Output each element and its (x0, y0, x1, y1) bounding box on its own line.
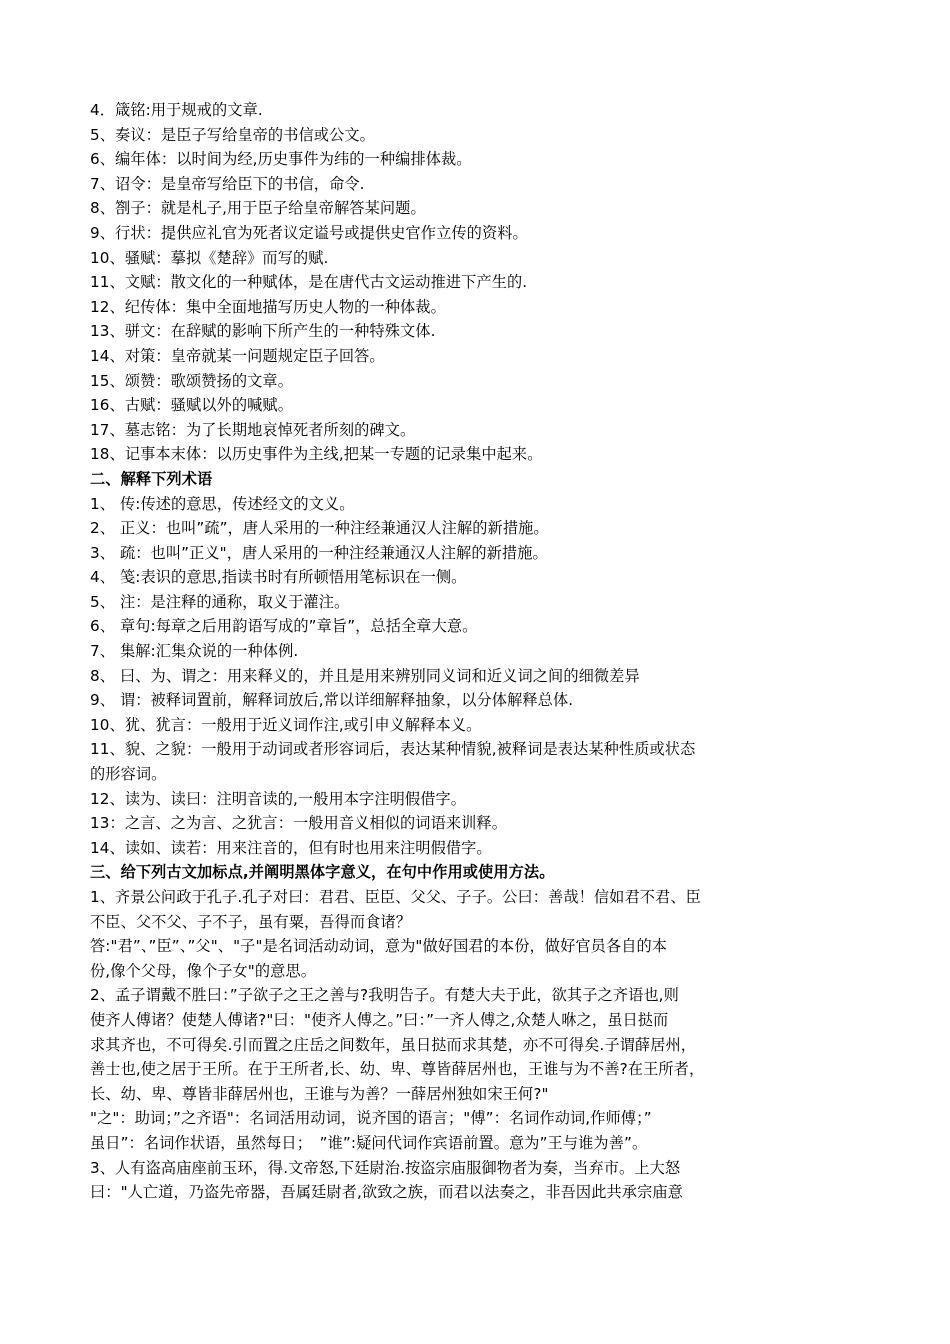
text-line: 4．箴铭:用于规戒的文章. (90, 101, 263, 119)
text-line: 4、 笺:表识的意思,指读书时有所顿悟用笔标识在一侧。 (90, 568, 467, 587)
text-line: 5、 注：是注释的通称，取义于灌注。 (90, 592, 350, 611)
text-line: 3、人有盗高庙座前玉环，得.文帝怒,下廷尉治.按盗宗庙服御物者为奏，当弃市。上大怒 (90, 1158, 681, 1177)
text-line: 10、犹、犹言：一般用于近义词作注,或引申义解释本义。 (90, 715, 482, 734)
text-line: 曰："人亡道，乃盗先帝器，吾属廷尉者,欲致之族，而君以法奏之，非吾因此共承宗庙意 (90, 1183, 683, 1202)
text-line: 6、 章句:每章之后用韵语写成的”章旨”，总括全章大意。 (90, 617, 478, 636)
text-line: 12、读为、读曰：注明音读的,一般用本字注明假借字。 (90, 789, 467, 808)
text-line: 虽日”：名词作状语，虽然每日； ”谁”:疑问代词作宾语前置。意为”王与谁为善”。 (90, 1133, 648, 1152)
text-line: 答:"君”、”臣”、”父"、"子"是名词活动动词，意为"做好国君的本份，做好官员各自的本 (90, 937, 668, 956)
text-line: 份,像个父母，像个子女"的意思。 (90, 961, 317, 980)
text-line: 7、 集解:汇集众说的一种体例. (90, 642, 299, 661)
text-line: 15、颂赞：歌颂赞扬的文章。 (90, 371, 293, 390)
text-line: 8、劄子：就是札子,用于臣子给皇帝解答某问题。 (90, 199, 426, 218)
text-line: 使齐人傅诸？使楚人傅诸?"曰："使齐人傅之。”曰：”一齐人傅之,众楚人咻之，虽日挞而 (90, 1010, 669, 1029)
text-line: 1、 传:传述的意思，传述经文的文义。 (90, 494, 355, 513)
text-line: 11、文赋：散文化的一种赋体，是在唐代古文运动推进下产生的. (90, 273, 528, 292)
text-line: "之"：助词；”之齐语"：名词活用动词，说齐国的语言；"傅”：名词作动词,作师傅；” (90, 1109, 652, 1128)
section-heading: 三、给下列古文加标点,并阐明黑体字意义，在句中作用或使用方法。 (90, 863, 555, 882)
text-line: 的形容词。 (90, 765, 167, 784)
text-line: 17、墓志铭：为了长期地哀悼死者所刻的碑文。 (90, 420, 416, 439)
text-line: 14、对策：皇帝就某一问题规定臣子回答。 (90, 346, 385, 365)
text-line: 16、古赋：骚赋以外的喊赋。 (90, 396, 293, 415)
text-line: 2、 正义：也叫”疏”，唐人采用的一种注经兼通汉人注解的新措施。 (90, 519, 549, 538)
text-line: 13：之言、之为言、之犹言：一般用音义相似的词语来训释。 (90, 814, 508, 833)
text-line: 求其齐也，不可得矣.引而置之庄岳之间数年，虽日挞而求其楚，亦不可得矣.子谓薛居州， (90, 1035, 697, 1054)
text-line: 12、纪传体：集中全面地描写历史人物的一种体裁。 (90, 297, 446, 316)
text-line: 11、貌、之貌：一般用于动词或者形容词后，表达某种情貌,被释词是表达某种性质或状态 (90, 740, 696, 759)
text-line: 3、 疏：也叫”正义"，唐人采用的一种注经兼通汉人注解的新措施。 (90, 543, 548, 562)
text-line: 7、诏令：是皇帝写给臣下的书信，命令. (90, 174, 365, 193)
text-line: 14、读如、读若：用来注音的，但有时也用来注明假借字。 (90, 838, 492, 857)
text-line: 18、记事本末体：以历史事件为主线,把某一专题的记录集中起来。 (90, 445, 543, 464)
text-line: 长、幼、卑、尊皆非薛居州也，王谁与为善？一薛居州独如宋王何?" (90, 1084, 549, 1103)
text-line: 不臣、父不父、子不子，虽有粟，吾得而食诸？ (90, 912, 412, 931)
text-line: 善士也,使之居于王所。在于王所者,长、幼、卑、尊皆薛居州也，王谁与为不善?在王所者， (90, 1060, 705, 1079)
text-line: 9、 谓：被释词置前，解释词放后,常以详细解释抽象，以分体解释总体. (90, 691, 574, 710)
text-line: 8、 曰、为、谓之：用来释义的，并且是用来辨别同义词和近义词之间的细微差异 (90, 666, 640, 685)
section-heading: 二、解释下列术语 (90, 469, 213, 488)
text-line: 5、奏议：是臣子写给皇帝的书信或公文。 (90, 125, 375, 144)
text-line: 1、齐景公问政于孔子.孔子对曰：君君、臣臣、父父、子子。公曰：善哉！信如君不君、臣 (90, 888, 701, 906)
text-line: 13、骈文：在辞赋的影响下所产生的一种特殊文体. (90, 322, 436, 341)
text-line: 6、编年体：以时间为经,历史事件为纬的一种编排体裁。 (90, 150, 472, 169)
text-line: 9、行状：提供应礼官为死者议定谥号或提供史官作立传的资料。 (90, 223, 528, 242)
text-line: 2、孟子谓戴不胜曰：”子欲子之王之善与?我明告子。有楚大夫于此，欲其子之齐语也,则 (90, 986, 679, 1005)
document-body (90, 98, 865, 1205)
text-line: 10、骚赋：摹拟《楚辞》而写的赋. (90, 248, 329, 267)
